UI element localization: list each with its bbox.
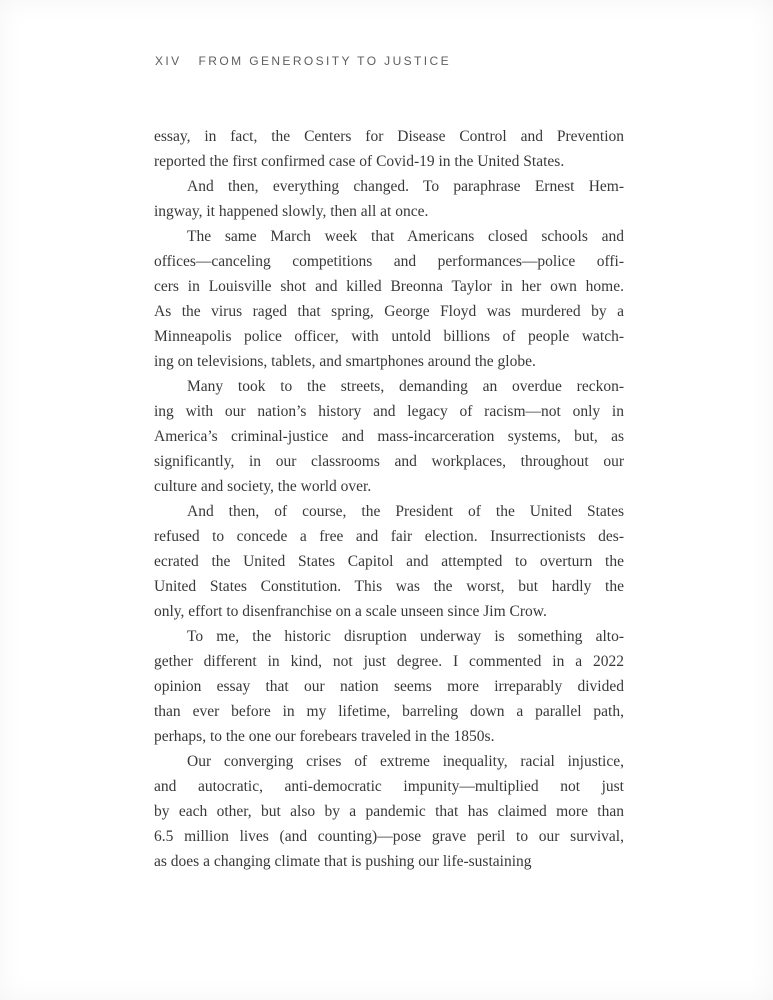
text-line: refused to concede a free and fair election. Insurrectionists des- — [154, 528, 624, 545]
paragraph — [154, 124, 624, 174]
paragraph — [154, 499, 624, 624]
text-line: by each other, but also by a pandemic that has claimed more than — [154, 803, 624, 820]
text-line: offices—canceling competitions and performances—police offi- — [154, 253, 624, 270]
text-line: culture and society, the world over. — [154, 478, 372, 495]
text-line: And then, everything changed. To paraphrase Ernest Hem- — [187, 178, 624, 195]
text-line: The same March week that Americans closed schools and — [187, 228, 624, 245]
paragraph — [154, 374, 624, 499]
text-line: 6.5 million lives (and counting)—pose grave peril to our survival, — [154, 828, 624, 845]
text-line: ingway, it happened slowly, then all at once. — [154, 203, 429, 220]
page-folio: XIV — [155, 54, 182, 68]
text-line: Minneapolis police officer, with untold billions of people watch- — [154, 328, 624, 345]
text-line: America’s criminal-justice and mass-incarceration systems, but, as — [154, 428, 624, 445]
text-line: significantly, in our classrooms and workplaces, throughout our — [154, 453, 624, 470]
text-line: only, effort to disenfranchise on a scale unseen since Jim Crow. — [154, 603, 547, 620]
text-line: cers in Louisville shot and killed Breonna Taylor in her own home. — [154, 278, 624, 295]
text-line: reported the first confirmed case of Covid-19 in the United States. — [154, 153, 565, 170]
text-line: ecrated the United States Capitol and attempted to overturn the — [154, 553, 624, 570]
text-line: United States Constitution. This was the worst, but hardly the — [154, 578, 624, 595]
text-line: as does a changing climate that is pushing our life-sustaining — [154, 853, 532, 870]
running-head — [155, 54, 451, 68]
text-line: ing on televisions, tablets, and smartphones around the globe. — [154, 353, 536, 370]
paragraph — [154, 624, 624, 749]
text-line: To me, the historic disruption underway is something alto- — [187, 628, 624, 645]
paragraph — [154, 224, 624, 374]
text-line: essay, in fact, the Centers for Disease Control and Prevention — [154, 128, 624, 145]
text-line: As the virus raged that spring, George Floyd was murdered by a — [154, 303, 624, 320]
running-title: FROM GENEROSITY TO JUSTICE — [198, 54, 451, 68]
text-line: Our converging crises of extreme inequality, racial injustice, — [187, 753, 624, 770]
text-line: than ever before in my lifetime, barreling down a parallel path, — [154, 703, 624, 720]
text-line: and autocratic, anti-democratic impunity—multiplied not just — [154, 778, 624, 795]
paragraph — [154, 749, 624, 874]
text-line: And then, of course, the President of the United States — [187, 503, 624, 520]
text-line: perhaps, to the one our forebears traveled in the 1850s. — [154, 728, 495, 745]
text-line: Many took to the streets, demanding an overdue reckon- — [187, 378, 624, 395]
text-line: opinion essay that our nation seems more irreparably divided — [154, 678, 624, 695]
text-line: gether different in kind, not just degree. I commented in a 2022 — [154, 653, 624, 670]
text-line: ing with our nation’s history and legacy of racism—not only in — [154, 403, 624, 420]
paragraph — [154, 174, 624, 224]
page-body — [154, 124, 624, 874]
